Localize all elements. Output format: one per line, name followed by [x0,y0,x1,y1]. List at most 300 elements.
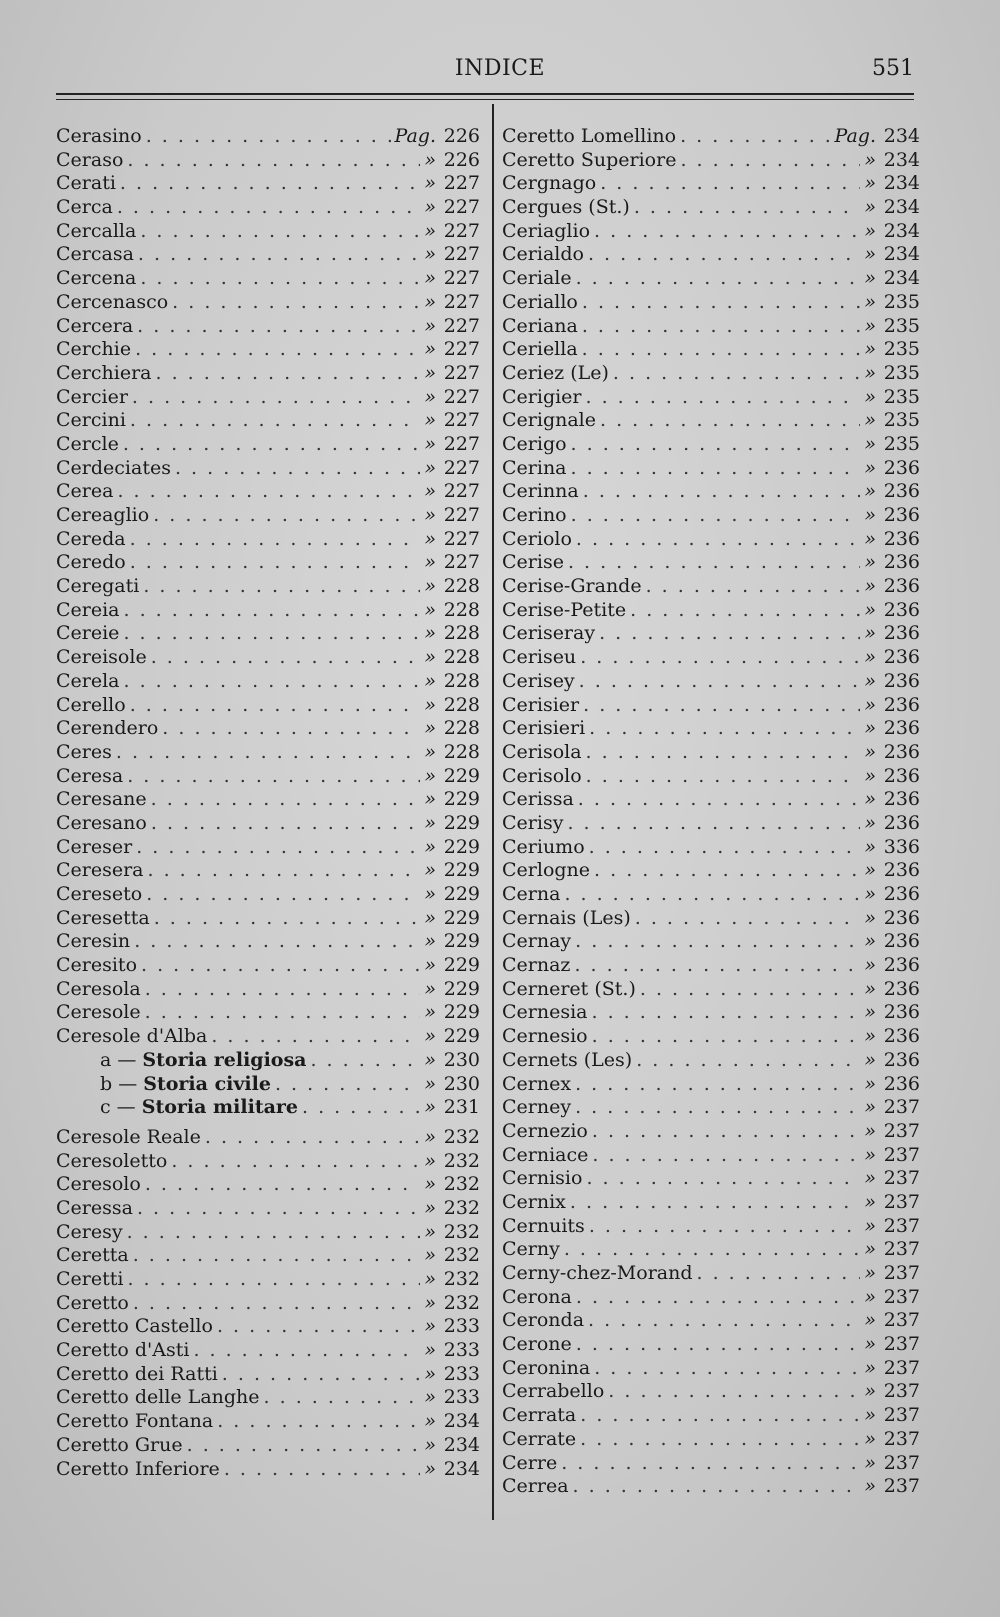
index-entry [502,883,920,907]
dot-leader [580,646,860,670]
dot-leader [589,717,860,741]
page-mark: » [864,551,876,574]
dot-leader [583,480,861,504]
entry-name: Ceriana [502,314,578,337]
entry-page: 236 [883,977,920,1000]
index-entry [502,836,920,860]
index-entry [502,954,920,978]
entry-name: Cerrata [502,1404,577,1427]
entry-page: 230 [443,1072,480,1095]
page-mark: » [864,361,876,384]
index-entry [502,1096,920,1120]
page-mark: » [864,883,876,905]
entry-page: 233 [443,1315,480,1338]
entry-page: 229 [443,1025,480,1048]
entry-name: Cerneret (St.) [502,977,636,1000]
entry-page: 229 [443,977,480,1000]
entry-name: Cerre [502,1451,558,1474]
page-mark: » [424,172,436,195]
dot-leader [130,409,420,433]
page-mark: » [424,1410,436,1433]
entry-name: Ceresito [56,954,138,977]
entry-page: 236 [883,764,920,787]
dot-leader [561,1452,860,1476]
page-mark: » [424,290,436,313]
index-entry [56,551,480,575]
entry-name: Ceredo [56,551,126,574]
entry-name: Ceresane [56,788,147,811]
dot-leader [143,575,420,599]
entry-name: Cereia [56,598,120,621]
dot-leader [592,1001,861,1025]
index-entry [502,1025,920,1049]
entry-name: Ceriumo [502,835,585,858]
index-subentry [56,1096,480,1120]
entry-name: Cercini [56,409,126,432]
entry-name: Cercasa [56,243,134,266]
entry-page: 229 [443,906,480,929]
page-mark: » [424,1291,436,1314]
entry-page: 233 [443,1362,480,1385]
entry-page: 227 [443,385,480,408]
page-mark: » [864,1119,876,1142]
entry-page: 234 [883,125,920,147]
index-entry [56,717,480,741]
entry-page: 237 [883,1380,920,1403]
entry-name: Cercier [56,385,128,408]
page-mark: » [424,930,436,953]
page-mark: » [424,669,436,692]
entry-name [56,1049,310,1073]
entry-page: 236 [883,1072,920,1095]
page-mark: » [424,196,436,219]
page-mark: » [424,575,436,598]
entry-name: Ceriseu [502,646,577,669]
index-column-right [502,125,920,1499]
dot-leader [133,1292,421,1316]
entry-page: 227 [443,456,480,479]
index-entry [502,1428,920,1452]
entry-page: 232 [443,1220,480,1243]
index-entry [56,1292,480,1316]
dot-leader [594,859,860,883]
dot-leader [697,1262,861,1286]
entry-name: Cerisola [502,740,582,763]
entry-page: 236 [883,906,920,929]
page-mark: » [424,1196,436,1219]
index-entry [56,954,480,978]
dot-leader [264,1386,421,1410]
dot-leader [680,149,860,173]
entry-page: 236 [883,527,920,550]
entry-page: 232 [443,1173,480,1196]
entry-name: Cerisolo [502,764,582,787]
entry-name: Ceriella [502,338,578,361]
entry-name: Ceretto Inferiore [56,1457,220,1480]
dot-leader [302,1096,420,1120]
entry-name: Ceriseray [502,622,596,645]
dot-leader [172,291,420,315]
dot-leader [211,1025,420,1049]
index-column-left [56,125,480,1481]
entry-name: Cerea [56,480,114,503]
entry-name: Cercenasco [56,290,169,313]
index-entry [56,883,480,907]
dot-leader [579,670,861,694]
entry-name: Ceres [56,740,112,763]
index-entry [56,741,480,765]
page-mark: » [864,1475,876,1498]
page-mark: » [864,1190,876,1213]
entry-page: 226 [443,125,480,147]
page-mark: » [424,1072,436,1095]
index-entry [502,409,920,433]
page-mark: » [424,409,436,432]
dot-leader [138,243,420,267]
index-entry [56,930,480,954]
entry-name [56,1096,302,1120]
index-entry [56,504,480,528]
dot-leader [576,528,860,552]
index-entry [502,670,920,694]
index-entry [56,149,480,173]
dot-leader [586,765,861,789]
entry-page: 229 [443,930,480,953]
dot-leader [127,149,420,173]
entry-page: 232 [443,1196,480,1219]
index-entry [56,1410,480,1434]
dot-leader [586,741,861,765]
entry-page: 236 [883,480,920,503]
dot-leader [592,1144,860,1168]
entry-page: 235 [883,409,920,432]
index-entry [502,1167,920,1191]
entry-name: Ceresoletto [56,1149,168,1172]
index-entry [56,670,480,694]
entry-page: 229 [443,883,480,905]
entry-name: Ceressa [56,1196,133,1219]
entry-page: 228 [443,669,480,692]
index-subentry [56,1073,480,1097]
entry-name: Cerniace [502,1143,589,1166]
entry-name: Cerello [56,693,126,716]
index-entry [56,1150,480,1174]
entry-page: 234 [883,267,920,290]
index-entry [56,646,480,670]
dot-leader [117,480,420,504]
entry-name: Ceresole [56,1001,141,1024]
entry-page: 227 [443,314,480,337]
page-mark: » [864,1404,876,1427]
index-entry [502,315,920,339]
entry-name: Ceraso [56,148,124,171]
page-mark: » [424,551,436,574]
dot-leader [162,717,420,741]
page-mark: » [864,1072,876,1095]
entry-name: Ceregati [56,575,140,598]
index-entry [502,622,920,646]
index-entry [502,338,920,362]
page-mark: » [424,314,436,337]
index-entry [56,315,480,339]
index-entry [502,267,920,291]
dot-leader [583,694,860,718]
index-entry [56,575,480,599]
entry-page: 237 [883,1096,920,1119]
entry-name: Cercle [56,432,119,455]
entry-page: 237 [883,1404,920,1427]
page-mark: » [864,788,876,811]
entry-name: Cerrabello [502,1380,605,1403]
index-entry [502,1120,920,1144]
entry-name: Ceresy [56,1220,123,1243]
page-mark: » [864,1214,876,1237]
entry-name: Ceresera [56,859,144,882]
entry-name: Ceretto delle Langhe [56,1386,260,1409]
entry-name: Ceriale [502,267,572,290]
page-mark: » [864,1285,876,1308]
page-mark: » [864,954,876,977]
entry-page: 236 [883,1048,920,1071]
entry-page: 228 [443,717,480,740]
entry-name: Cerignale [502,409,596,432]
page-mark: » [424,148,436,171]
entry-page: 232 [443,1125,480,1148]
index-entry [502,599,920,623]
dot-leader [145,1173,421,1197]
entry-name-text: Storia militare [141,1096,299,1119]
dot-leader [151,812,421,836]
index-entry [56,836,480,860]
entry-name: Cernisio [502,1167,583,1190]
entry-page: 237 [883,1262,920,1284]
entry-page: 236 [883,646,920,669]
entry-name: Cerisy [502,811,564,834]
entry-page: 227 [443,267,480,290]
entry-name: Cerela [56,669,120,692]
entry-page: 227 [443,290,480,313]
dot-leader [135,338,420,362]
entry-page: 235 [883,290,920,313]
index-entry [56,812,480,836]
page-mark: » [424,835,436,858]
entry-name: Cerny [502,1238,560,1261]
entry-name: Ceronina [502,1356,591,1379]
entry-page: 233 [443,1386,480,1409]
index-entry [502,504,920,528]
index-subentry [56,1049,480,1073]
entry-page: 227 [443,551,480,574]
index-entry [56,528,480,552]
index-entry [502,291,920,315]
index-entry [56,765,480,789]
page-mark: » [864,906,876,929]
dot-leader [588,1309,860,1333]
entry-name: Cerona [502,1285,572,1308]
page-mark: » [864,930,876,953]
entry-name: Cereda [56,527,126,550]
page-mark: » [424,361,436,384]
entry-name: Ceretto Lomellino [502,125,677,147]
page-mark: » [424,1339,436,1362]
index-entry [56,386,480,410]
entry-page: 236 [883,883,920,905]
entry-page: 228 [443,598,480,621]
dot-leader [120,172,420,196]
entry-name: Cerise-Petite [502,598,627,621]
page-mark: » [864,835,876,858]
page-mark: » [864,504,876,526]
page-mark: » [864,267,876,290]
dot-leader [576,1333,861,1357]
index-entry [502,480,920,504]
index-entry [502,1452,920,1476]
index-entry [502,1238,920,1262]
dot-leader [578,788,861,812]
index-entry [502,172,920,196]
entry-name: Cerney [502,1096,572,1119]
entry-page: 228 [443,740,480,763]
entry-page: 237 [883,1475,920,1498]
dot-leader [123,622,420,646]
dot-leader [589,1215,861,1239]
dot-leader [123,433,421,457]
index-entry [502,1073,920,1097]
dot-leader [592,1120,861,1144]
dot-leader [193,1339,420,1363]
dot-leader [575,1096,860,1120]
dot-leader [630,599,860,623]
index-entry [502,1215,920,1239]
entry-page: 237 [883,1143,920,1166]
page-mark: » [424,859,436,882]
entry-page: 234 [883,243,920,266]
entry-page: 229 [443,788,480,811]
entry-page: 237 [883,1427,920,1450]
page-mark: » [864,1048,876,1071]
index-entry [56,978,480,1002]
entry-page: 236 [883,859,920,882]
entry-page: 227 [443,219,480,242]
entry-page: 236 [883,788,920,811]
dot-leader [155,362,420,386]
page-mark: » [864,646,876,669]
dot-leader [116,741,421,765]
entry-page: 236 [883,622,920,645]
page-mark: » [864,1025,876,1048]
dot-leader [600,172,860,196]
index-entry [502,551,920,575]
entry-page: 236 [883,693,920,716]
page-mark: » [424,764,436,787]
entry-name: Cergues (St.) [502,196,630,219]
entry-page: 227 [443,432,480,455]
page-mark: » [864,219,876,242]
page-mark: » [864,740,876,763]
dot-leader [130,551,421,575]
page-title: INDICE [454,56,546,81]
entry-name: Ceronda [502,1309,585,1332]
entry-name: Ceresetta [56,906,150,929]
page-mark: » [864,456,876,479]
page-mark: » [864,598,876,621]
dot-leader [130,528,421,552]
page-mark: Pag. [834,125,876,147]
dot-leader [146,125,391,149]
entry-name: Cerlogne [502,859,591,882]
entry-page: 229 [443,764,480,787]
dot-leader [580,1428,860,1452]
index-entry [56,599,480,623]
page-mark: » [864,717,876,740]
index-entry [56,1197,480,1221]
dot-leader [145,1001,421,1025]
dot-leader [586,1167,860,1191]
index-entry [56,907,480,931]
entry-page: 227 [443,504,480,526]
dot-leader [636,1049,860,1073]
page-mark: » [864,1380,876,1403]
page-mark: » [424,1362,436,1385]
entry-page: 236 [883,575,920,598]
page-mark: » [424,977,436,1000]
entry-page: 236 [883,811,920,834]
page-mark: » [864,859,876,882]
entry-name: Ceriallo [502,290,578,313]
dot-leader [571,457,861,481]
dot-leader [634,196,861,220]
index-entry [502,1286,920,1310]
entry-name: Cerchie [56,338,132,361]
entry-page: 336 [883,835,920,858]
entry-page: 227 [443,409,480,432]
page-mark: » [424,456,436,479]
dot-leader [635,907,861,931]
page-mark: » [864,290,876,313]
page-mark: » [864,1356,876,1379]
entry-name: Cerati [56,172,116,195]
index-entry [502,386,920,410]
dot-leader [588,243,860,267]
page-mark: » [864,172,876,195]
entry-letter: b — [100,1072,144,1095]
entry-page: 232 [443,1268,480,1290]
entry-name: Ceriolo [502,527,572,550]
entry-page: 227 [443,338,480,361]
page-mark: » [864,1238,876,1261]
entry-name: Cerise [502,551,564,574]
dot-leader [594,1357,860,1381]
index-entry [502,765,920,789]
entry-page: 228 [443,646,480,669]
index-entry [56,1001,480,1025]
entry-page: 234 [883,219,920,242]
page-mark: » [424,883,436,905]
dot-leader [217,1315,420,1339]
entry-name: Cerrate [502,1427,577,1450]
index-entry [502,575,920,599]
index-entry [502,1380,920,1404]
dot-leader [564,1238,861,1262]
dot-leader [592,1025,861,1049]
entry-name: Ceriaglio [502,219,591,242]
page-mark: » [424,267,436,290]
dot-leader [134,930,420,954]
entry-name: Ceresolo [56,1173,141,1196]
entry-name: Cerone [502,1333,572,1356]
index-entry [56,1458,480,1482]
index-entry [56,409,480,433]
